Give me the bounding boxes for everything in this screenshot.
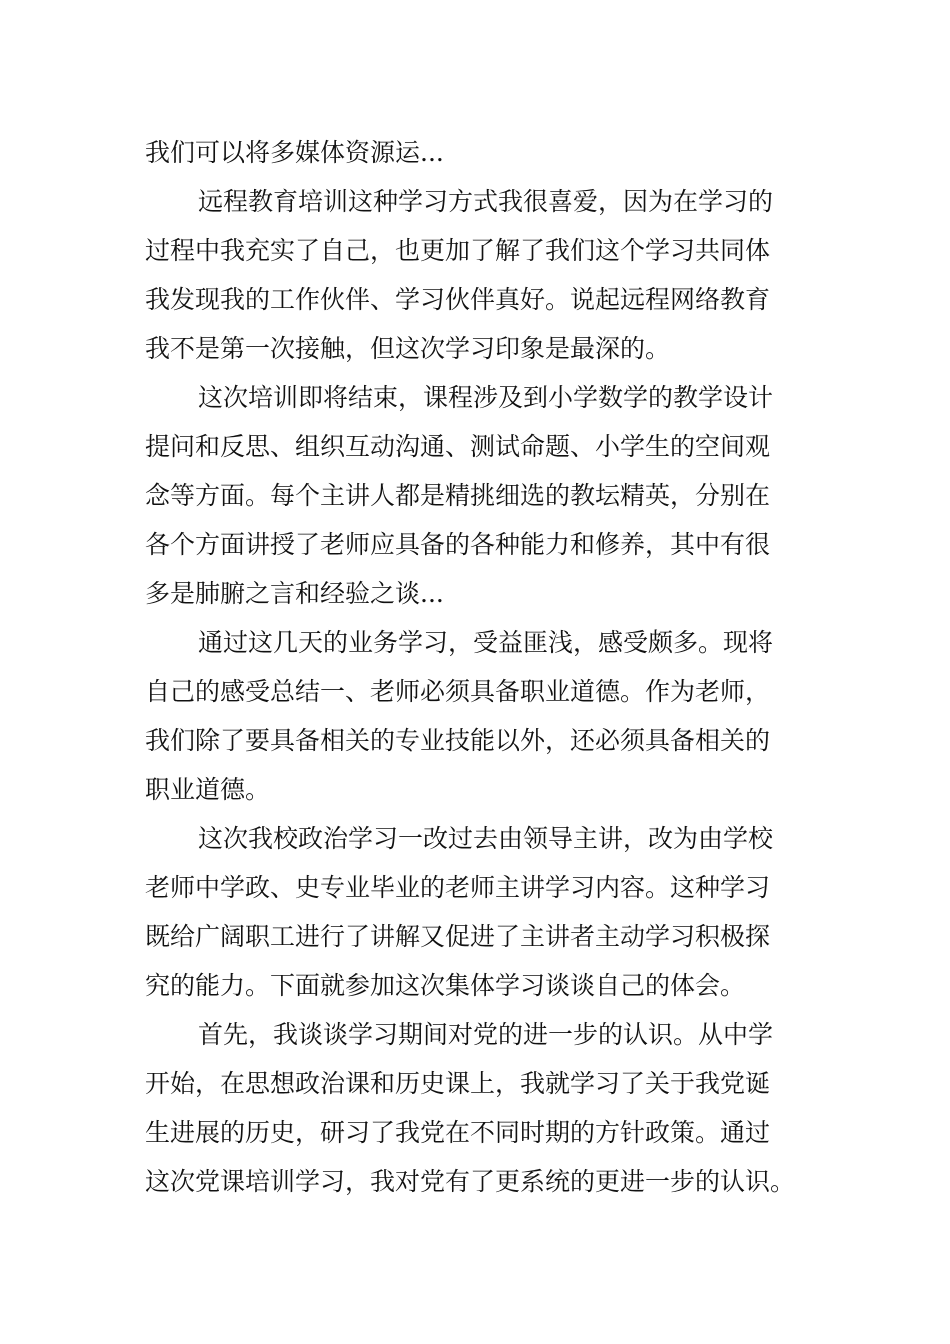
- text-line: 这次党课培训学习，我对党有了更系统的更进一步的认识。: [145, 1167, 796, 1196]
- text-line: 提问和反思、组织互动沟通、测试命题、小学生的空间观: [145, 432, 771, 461]
- text-line: 首先，我谈谈学习期间对党的进一步的认识。从中学: [198, 1020, 774, 1049]
- text-line: 既给广阔职工进行了讲解又促进了主讲者主动学习积极探: [145, 922, 771, 951]
- text-line: 过程中我充实了自己，也更加了解了我们这个学习共同体: [145, 236, 771, 265]
- text-line: 我发现我的工作伙伴、学习伙伴真好。说起远程网络教育: [145, 285, 771, 314]
- text-line: 这次我校政治学习一改过去由领导主讲，改为由学校: [198, 824, 774, 853]
- text-line: 我不是第一次接触，但这次学习印象是最深的。: [145, 334, 671, 363]
- text-line: 我们可以将多媒体资源运...: [145, 138, 444, 167]
- text-line: 职业道德。: [145, 775, 271, 804]
- document-body: [145, 128, 810, 1206]
- text-line: 开始，在思想政治课和历史课上，我就学习了关于我党诞: [145, 1069, 771, 1098]
- text-line: 究的能力。下面就参加这次集体学习谈谈自己的体会。: [145, 971, 746, 1000]
- text-line: 通过这几天的业务学习，受益匪浅，感受颇多。现将: [198, 628, 774, 657]
- text-line: 多是肺腑之言和经验之谈...: [145, 579, 444, 608]
- text-line: 我们除了要具备相关的专业技能以外，还必须具备相关的: [145, 726, 771, 755]
- text-line: 生进展的历史，研习了我党在不同时期的方针政策。通过: [145, 1118, 771, 1147]
- text-line: 各个方面讲授了老师应具备的各种能力和修养，其中有很: [145, 530, 771, 559]
- text-line: 老师中学政、史专业毕业的老师主讲学习内容。这种学习: [145, 873, 771, 902]
- text-line: 念等方面。每个主讲人都是精挑细选的教坛精英，分别在: [145, 481, 771, 510]
- text-line: 远程教育培训这种学习方式我很喜爱，因为在学习的: [198, 187, 774, 216]
- text-line: 这次培训即将结束，课程涉及到小学数学的教学设计: [198, 383, 774, 412]
- text-line: 自己的感受总结一、老师必须具备职业道德。作为老师，: [145, 677, 771, 706]
